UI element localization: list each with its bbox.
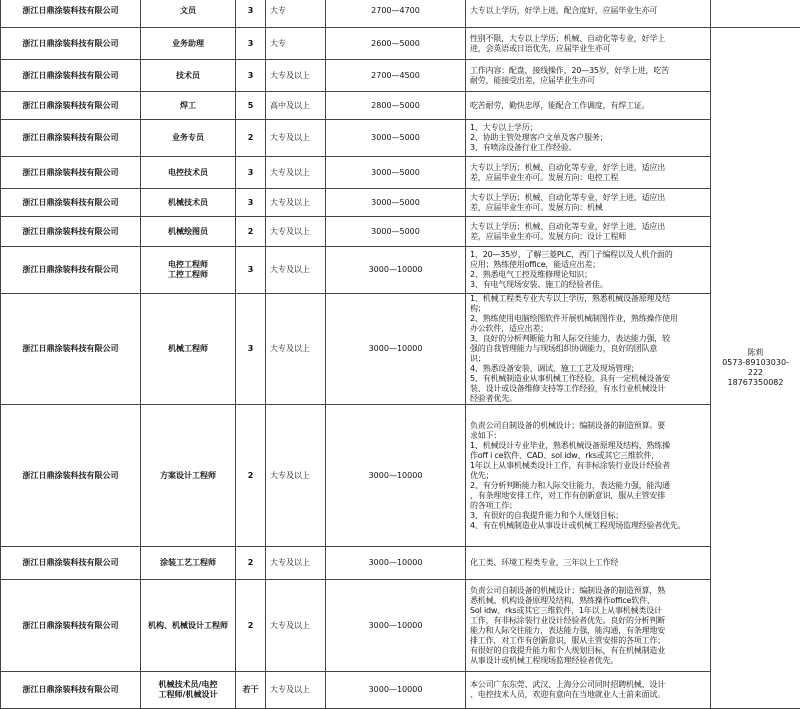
contact-cell — [711, 28, 800, 709]
headcount-cell: 若干 — [236, 672, 266, 709]
company-cell: 浙江日鼎涂装科技有限公司 — [1, 0, 141, 28]
contact-mobile: 18767350082 — [715, 378, 796, 388]
salary-cell: 2700—4500 — [326, 60, 466, 92]
education-cell: 大专 — [266, 0, 326, 28]
requirement-line: 作off i ce软件、CAD、sol idw、rks或其它三维软件， — [470, 451, 706, 461]
position-line: 方案设计工程师 — [145, 471, 231, 481]
requirement-line: 构； — [470, 304, 706, 314]
requirements-cell — [466, 672, 711, 709]
requirements-cell — [466, 28, 711, 60]
requirement-line: 从事设计或机械工程现场监理经验者优先。 — [470, 656, 706, 666]
requirement-line: ，有条理地安排工作，对工作有创新意识，服从主管安排 — [470, 491, 706, 501]
requirements-cell — [466, 120, 711, 157]
education-cell: 大专及以上 — [266, 157, 326, 189]
contact-name: 陈莉 — [715, 348, 796, 358]
table-row — [1, 405, 800, 547]
table-row — [1, 580, 800, 672]
position-line: 机械工程师 — [145, 344, 231, 354]
headcount-cell: 3 — [236, 28, 266, 60]
education-cell: 大专及以上 — [266, 405, 326, 547]
requirement-line: 化工类、环境工程类专业，三年以上工作经 — [470, 558, 706, 568]
position-cell — [141, 580, 236, 672]
table-row — [1, 189, 800, 217]
headcount-cell: 2 — [236, 120, 266, 157]
company-cell: 浙江日鼎涂装科技有限公司 — [1, 405, 141, 547]
requirement-line: 1年以上从事机械类设计工作，有非标涂装行业设计经验者 — [470, 461, 706, 471]
requirements-cell — [466, 217, 711, 247]
requirement-line: 装、设计或设备维修支持等工作经验，有水行业机械设计 — [470, 384, 706, 394]
salary-cell: 3000—10000 — [326, 580, 466, 672]
company-cell: 浙江日鼎涂装科技有限公司 — [1, 189, 141, 217]
education-cell: 大专及以上 — [266, 580, 326, 672]
salary-cell: 3000—10000 — [326, 294, 466, 405]
requirements-cell — [466, 92, 711, 120]
position-cell — [141, 0, 236, 28]
requirement-line: 强的自我管理能力与现场组织协调能力，良好的团队意 — [470, 344, 706, 354]
position-line: 工程师/机械设计 — [145, 690, 231, 700]
requirement-line: 2、熟悉电气工控及维修理论知识； — [470, 270, 706, 280]
requirement-line: 3、良好的分析判断能力和人际交往能力，表达能力强，较 — [470, 334, 706, 344]
requirement-line: 负责公司自制设备的机械设计；编制设备的制造预算。要 — [470, 421, 706, 431]
education-cell: 大专及以上 — [266, 547, 326, 580]
salary-cell: 3000—10000 — [326, 405, 466, 547]
requirement-line: 大专以上学历；机械、自动化等专业，好学上进，适应出 — [470, 222, 706, 232]
salary-cell: 3000—5000 — [326, 189, 466, 217]
requirement-line: 办公软件，适应出差； — [470, 324, 706, 334]
requirement-line: 大专以上学历；机械、自动化等专业，好学上进，适应出 — [470, 163, 706, 173]
requirement-line: 2、有分析判断能力和人际交往能力，表达能力强，能沟通 — [470, 481, 706, 491]
position-line: 技术员 — [145, 71, 231, 81]
headcount-cell: 3 — [236, 0, 266, 28]
table-row — [1, 0, 800, 28]
education-cell: 大专及以上 — [266, 294, 326, 405]
table-row — [1, 60, 800, 92]
position-cell — [141, 247, 236, 294]
requirement-line: 排工作，对工作有创新意识，服从主管安排的各项工作； — [470, 636, 706, 646]
position-line: 焊工 — [145, 101, 231, 111]
education-cell: 大专及以上 — [266, 217, 326, 247]
position-line: 文员 — [145, 6, 231, 16]
table-row — [1, 294, 800, 405]
position-cell — [141, 60, 236, 92]
headcount-cell: 2 — [236, 217, 266, 247]
table-row — [1, 217, 800, 247]
headcount-cell: 3 — [236, 60, 266, 92]
education-cell: 大专及以上 — [266, 247, 326, 294]
position-line: 机械绘图员 — [145, 227, 231, 237]
requirement-line: 吃苦耐劳，勤快忠厚，能配合工作调度，有焊工证。 — [470, 101, 706, 111]
salary-cell: 2700—4700 — [326, 0, 466, 28]
salary-cell: 2800—5000 — [326, 92, 466, 120]
requirement-line: 有很好的自我提升能力和个人规划目标，有在机械制造业 — [470, 646, 706, 656]
salary-cell: 2600—5000 — [326, 28, 466, 60]
company-cell: 浙江日鼎涂装科技有限公司 — [1, 92, 141, 120]
requirement-line: 5、有机械制造业从事机械工作经验，具有一定机械设备安 — [470, 374, 706, 384]
requirement-line: 、电控技术人员，欢迎有意向在当地就业人士前来面试。 — [470, 690, 706, 700]
requirement-line: 1、机械设计专业毕业，熟悉机械设备原理及结构，熟练操 — [470, 441, 706, 451]
position-line: 涂装工艺工程师 — [145, 558, 231, 568]
position-line: 机械技术员 — [145, 198, 231, 208]
position-cell — [141, 120, 236, 157]
requirements-cell — [466, 405, 711, 547]
table-row — [1, 28, 800, 60]
company-cell: 浙江日鼎涂装科技有限公司 — [1, 60, 141, 92]
education-cell: 大专及以上 — [266, 672, 326, 709]
requirements-cell — [466, 60, 711, 92]
requirements-cell — [466, 547, 711, 580]
requirement-line: 悉机械、机构设备原理及结构，熟练操作office软件、 — [470, 596, 706, 606]
salary-cell: 3000—10000 — [326, 672, 466, 709]
headcount-cell: 5 — [236, 92, 266, 120]
requirement-line: 工作内容：配盘，接线操作，20—35岁，好学上进，吃苦 — [470, 66, 706, 76]
requirement-line: Sol idw、rks或其它三维软件，1年以上从事机械类设计 — [470, 606, 706, 616]
requirement-line: 耐劳，能接受出差，应届毕业生亦可 — [470, 76, 706, 86]
requirement-line: 4、有在机械制造业从事设计或机械工程现场监理经验者优先。 — [470, 521, 706, 531]
position-line: 机构、机械设计工程师 — [145, 621, 231, 631]
requirement-line: 工作，有非标涂装行业设计经验者优先。良好的分析判断 — [470, 616, 706, 626]
requirement-line: 应用；熟练使用office，能适应出差； — [470, 260, 706, 270]
requirement-line: 优先； — [470, 471, 706, 481]
requirement-line: 1、机械工程类专业大专以上学历，熟悉机械设备原理及结 — [470, 294, 706, 304]
requirement-line: 差，应届毕业生亦可。发展方向：电控工程 — [470, 173, 706, 183]
salary-cell: 3000—10000 — [326, 547, 466, 580]
requirement-line: 3、有喷涂设备行业工作经验。 — [470, 143, 706, 153]
table-row — [1, 547, 800, 580]
requirement-line: 性别不限，大专以上学历；机械、自动化等专业，好学上 — [470, 34, 706, 44]
headcount-cell: 3 — [236, 189, 266, 217]
position-line: 业务专员 — [145, 133, 231, 143]
position-cell — [141, 547, 236, 580]
headcount-cell: 2 — [236, 405, 266, 547]
company-cell: 浙江日鼎涂装科技有限公司 — [1, 217, 141, 247]
position-cell — [141, 672, 236, 709]
company-cell: 浙江日鼎涂装科技有限公司 — [1, 547, 141, 580]
table-row — [1, 157, 800, 189]
headcount-cell: 3 — [236, 157, 266, 189]
table-row — [1, 120, 800, 157]
education-cell: 大专及以上 — [266, 120, 326, 157]
requirement-line: 识； — [470, 354, 706, 364]
position-cell — [141, 157, 236, 189]
requirement-line: 4、熟悉设备安装、调试、施工工艺及现场管理； — [470, 364, 706, 374]
requirement-line: 大专以上学历；机械、自动化等专业，好学上进，适应出 — [470, 193, 706, 203]
position-line: 机械技术员/电控 — [145, 680, 231, 690]
requirement-line: 3、有很好的自我提升能力和个人规划目标； — [470, 511, 706, 521]
requirements-cell — [466, 189, 711, 217]
education-cell: 高中及以上 — [266, 92, 326, 120]
company-cell: 浙江日鼎涂装科技有限公司 — [1, 247, 141, 294]
company-cell: 浙江日鼎涂装科技有限公司 — [1, 120, 141, 157]
table-row — [1, 92, 800, 120]
requirement-line: 差，应届毕业生亦可。发展方向：设计工程师 — [470, 232, 706, 242]
headcount-cell: 2 — [236, 580, 266, 672]
contact-phone: 0573-89103030-222 — [715, 358, 796, 378]
position-cell — [141, 217, 236, 247]
requirement-line: 本公司广东东莞、武汉、上海分公司同时招聘机械、设计 — [470, 680, 706, 690]
position-line: 电控工程师 — [145, 260, 231, 270]
requirement-line: 2、协助主管处理客户文单及客户服务； — [470, 133, 706, 143]
requirement-line: 大专以上学历，好学上进，配合度好，应届毕业生亦可 — [470, 6, 706, 16]
position-cell — [141, 92, 236, 120]
table-row — [1, 247, 800, 294]
position-line: 业务助理 — [145, 39, 231, 49]
salary-cell: 3000—10000 — [326, 247, 466, 294]
headcount-cell: 2 — [236, 547, 266, 580]
education-cell: 大专及以上 — [266, 189, 326, 217]
position-cell — [141, 294, 236, 405]
requirement-line: 的各项工作； — [470, 501, 706, 511]
requirements-cell — [466, 294, 711, 405]
position-line: 工控工程师 — [145, 270, 231, 280]
education-cell: 大专 — [266, 28, 326, 60]
contact-cell — [711, 0, 800, 28]
requirements-cell — [466, 157, 711, 189]
company-cell: 浙江日鼎涂装科技有限公司 — [1, 157, 141, 189]
company-cell: 浙江日鼎涂装科技有限公司 — [1, 672, 141, 709]
position-line: 电控技术员 — [145, 168, 231, 178]
position-cell — [141, 28, 236, 60]
requirement-line: 3、有电气现场安装、施工的经验者佳。 — [470, 280, 706, 290]
company-cell: 浙江日鼎涂装科技有限公司 — [1, 294, 141, 405]
education-cell: 大专及以上 — [266, 60, 326, 92]
requirement-line: 1、20—35岁，了解三菱PLC，西门子编程以及人机介面的 — [470, 250, 706, 260]
requirements-cell — [466, 0, 711, 28]
requirement-line: 能力和人际交往能力，表达能力强，能沟通，有条理地安 — [470, 626, 706, 636]
requirement-line: 经验者优先。 — [470, 394, 706, 404]
requirements-cell — [466, 580, 711, 672]
position-cell — [141, 405, 236, 547]
requirement-line: 2、熟练使用电脑绘图软件开展机械制图作业，熟练操作使用 — [470, 314, 706, 324]
requirements-cell — [466, 247, 711, 294]
company-cell: 浙江日鼎涂装科技有限公司 — [1, 28, 141, 60]
company-cell: 浙江日鼎涂装科技有限公司 — [1, 580, 141, 672]
salary-cell: 3000—5000 — [326, 120, 466, 157]
requirement-line: 求如下： — [470, 431, 706, 441]
requirement-line: 进，会英语或日语优先，应届毕业生亦可 — [470, 44, 706, 54]
salary-cell: 3000—5000 — [326, 157, 466, 189]
salary-cell: 3000—5000 — [326, 217, 466, 247]
requirement-line: 负责公司自制设备的机械设计；编制设备的制造预算，熟 — [470, 586, 706, 596]
headcount-cell: 3 — [236, 247, 266, 294]
table-row — [1, 672, 800, 709]
requirement-line: 1、大专以上学历； — [470, 123, 706, 133]
headcount-cell: 3 — [236, 294, 266, 405]
requirement-line: 差，应届毕业生亦可。发展方向：机械 — [470, 203, 706, 213]
position-cell — [141, 189, 236, 217]
